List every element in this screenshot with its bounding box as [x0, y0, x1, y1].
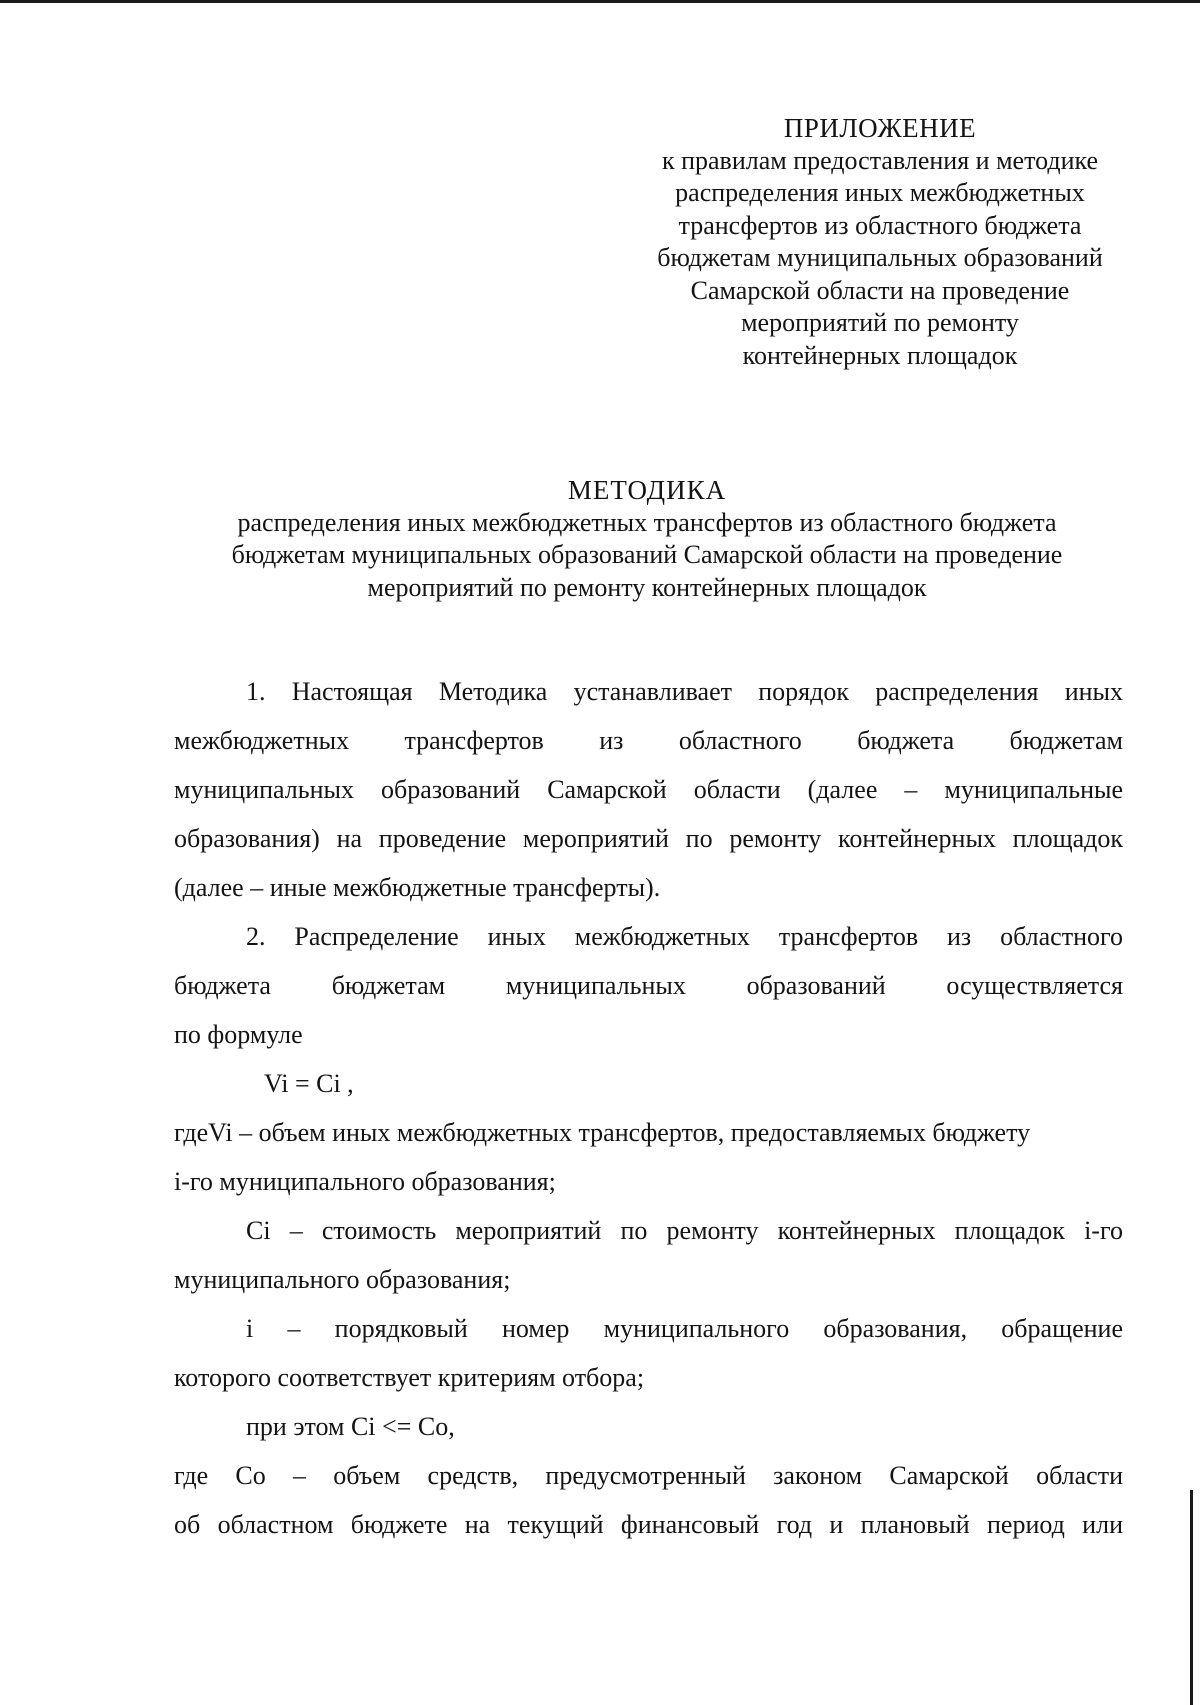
- paragraph-text: i – порядковый номер муниципального образования, обращение: [246, 1314, 1123, 1343]
- paragraph-2-line: [174, 912, 1123, 961]
- appendix-line: к правилам предоставления и методике: [661, 145, 1099, 175]
- method-title-block: [0, 474, 1200, 604]
- method-subtitle-line: бюджетам муниципальных образований Самарской области на проведение: [231, 540, 1063, 569]
- paragraph-text: муниципальных образований Самарской области (далее – муниципальные: [174, 775, 1123, 804]
- paragraph-text: об областном бюджете на текущий финансовый год и плановый период или: [174, 1510, 1123, 1539]
- appendix-line: трансфертов из областного бюджета: [678, 210, 1082, 240]
- paragraph-text: где Co – объем средств, предусмотренный законом Самарской области: [174, 1461, 1123, 1490]
- appendix-title: ПРИЛОЖЕНИЕ: [783, 113, 977, 143]
- formula: Vi = Ci ,: [264, 1069, 354, 1098]
- paragraph-1-line: (далее – иные межбюджетные трансферты).: [174, 873, 661, 902]
- word: из: [599, 726, 624, 755]
- definition-i-line: которого соответствует критериям отбора;: [174, 1363, 645, 1392]
- word: осуществляется: [946, 971, 1123, 1000]
- definition-i-line: [174, 1304, 1123, 1353]
- definition-co-line: [174, 1500, 1123, 1549]
- scan-edge-right: [1190, 1490, 1193, 1705]
- paragraph-text: образования) на проведение мероприятий по ремонту контейнерных площадок: [174, 824, 1123, 853]
- condition: при этом Ci <= Co,: [246, 1412, 455, 1441]
- paragraph-text: Ci – стоимость мероприятий по ремонту контейнерных площадок i-го: [246, 1216, 1123, 1245]
- definition-ci-line: [174, 1206, 1123, 1255]
- word: областного: [678, 726, 802, 755]
- appendix-line: мероприятий по ремонту: [741, 308, 1019, 337]
- document-body: [174, 667, 1123, 1549]
- paragraph-1-line: [174, 765, 1123, 814]
- appendix-block: [560, 112, 1200, 372]
- paragraph-2-line: по формуле: [174, 1020, 303, 1049]
- method-heading: МЕТОДИКА: [567, 475, 727, 505]
- word: бюджета: [857, 726, 955, 755]
- word: образований: [746, 971, 886, 1000]
- word: бюджетам: [331, 971, 446, 1000]
- appendix-line: бюджетам муниципальных образований: [657, 243, 1103, 272]
- paragraph-1-line: [174, 716, 1123, 765]
- method-subtitle-line: мероприятий по ремонту контейнерных площадок: [367, 572, 927, 602]
- scan-edge-top: [0, 0, 1200, 3]
- word: бюджета: [174, 971, 271, 1000]
- definition-co-line: [174, 1451, 1123, 1500]
- paragraph-text: 1. Настоящая Методика устанавливает порядок распределения иных: [246, 677, 1123, 706]
- definition-vi-line: i-го муниципального образования;: [174, 1167, 556, 1196]
- method-subtitle-line: распределения иных межбюджетных трансфертов из областного бюджета: [237, 507, 1057, 537]
- paragraph-2-line: [174, 961, 1123, 1010]
- paragraph-text: 2. Распределение иных межбюджетных трансфертов из областного: [246, 922, 1123, 951]
- appendix-line: Самарской области на проведение: [690, 275, 1070, 305]
- appendix-line: контейнерных площадок: [742, 340, 1018, 370]
- appendix-line: распределения иных межбюджетных: [675, 178, 1085, 207]
- definition-vi-line: гдеVi – объем иных межбюджетных трансфертов, предоставляемых бюджету: [174, 1118, 1031, 1147]
- word: муниципальных: [505, 971, 686, 1000]
- paragraph-1-line: [174, 814, 1123, 863]
- word: трансфертов: [404, 726, 544, 755]
- word: межбюджетных: [174, 726, 350, 755]
- paragraph-1-line: [174, 667, 1123, 716]
- definition-ci-line: муниципального образования;: [174, 1265, 511, 1294]
- word: бюджетам: [1009, 726, 1123, 755]
